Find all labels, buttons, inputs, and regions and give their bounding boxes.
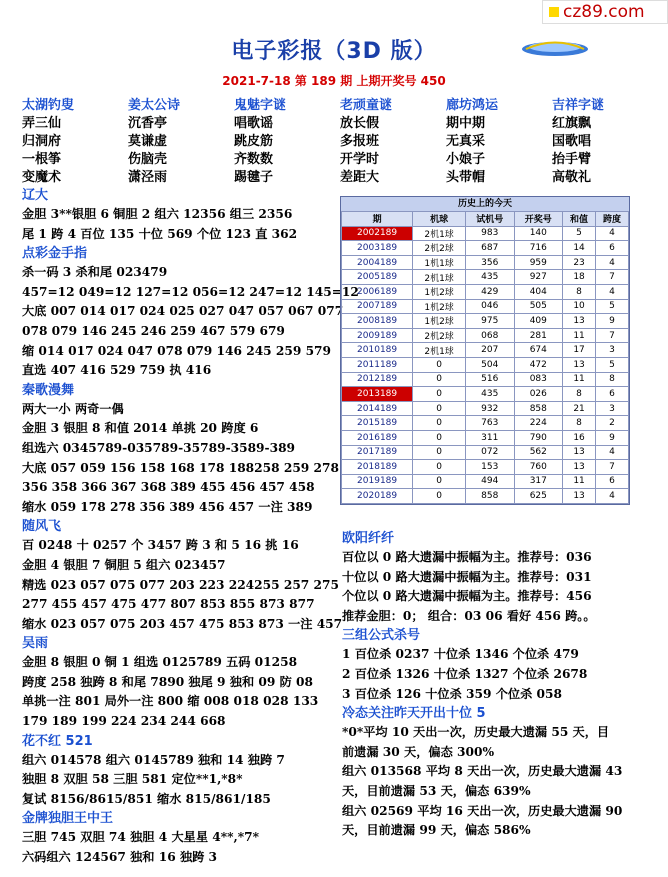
history-cell: 207 [465, 343, 514, 358]
history-cell: 0 [413, 445, 466, 460]
hint-cell: 无真采 [446, 134, 486, 149]
section-line: 十位以 0 路大遗漏中振幅为主。推荐号：031 [342, 569, 592, 584]
section-line: 277 455 457 475 477 807 853 855 873 877 [22, 597, 315, 612]
history-row [342, 241, 629, 256]
history-cell: 11 [563, 372, 596, 387]
history-row [342, 416, 629, 431]
page-title: 电子彩报（3D 版） [231, 39, 437, 64]
section-line: 天，目前遗漏 53 天，偏态 639% [342, 783, 531, 798]
section-line: 百 0248 十 0257 个 3457 跨 3 和 5 16 挑 16 [22, 538, 299, 553]
history-cell: 7 [596, 328, 629, 343]
history-table [340, 196, 630, 505]
history-cell: 13 [563, 460, 596, 475]
history-cell: 23 [563, 255, 596, 270]
history-cell: 8 [563, 284, 596, 299]
history-cell: 9 [596, 430, 629, 445]
section-line: 组选六 0345789-035789-35789-3589-389 [22, 440, 296, 455]
history-cell: 8 [563, 416, 596, 431]
history-cell: 11 [563, 474, 596, 489]
hint-cell: 抬手臂 [552, 152, 592, 167]
section-line: 金胆 3 银胆 8 和值 2014 单挑 20 跨度 6 [22, 421, 259, 436]
history-cell: 7 [596, 270, 629, 285]
history-cell: 858 [465, 489, 514, 504]
history-cell: 2机2球 [413, 241, 466, 256]
author-name: 太湖钓叟 [22, 98, 75, 113]
history-cell: 16 [563, 430, 596, 445]
history-cell: 18 [563, 270, 596, 285]
history-cell: 8 [596, 372, 629, 387]
history-cell: 2013189 [342, 387, 413, 402]
history-row [342, 430, 629, 445]
history-cell: 6 [596, 387, 629, 402]
history-cell: 10 [563, 299, 596, 314]
history-row [342, 445, 629, 460]
history-cell: 068 [465, 328, 514, 343]
section-line: 缩水 023 057 075 203 457 475 853 873 一注 457 [22, 616, 343, 631]
history-cell: 0 [413, 401, 466, 416]
hint-cell: 多报班 [340, 134, 380, 149]
section-heading: 秦歌漫舞 [22, 382, 75, 398]
history-cell: 504 [465, 357, 514, 372]
section-line: 金胆 8 银胆 0 铜 1 组选 0125789 五码 01258 [22, 655, 298, 670]
history-cell: 8 [563, 387, 596, 402]
history-cell: 0 [413, 416, 466, 431]
history-cell: 760 [514, 460, 563, 475]
history-cell: 9 [596, 314, 629, 329]
history-cell: 153 [465, 460, 514, 475]
history-row [342, 460, 629, 475]
logo-square-icon [549, 7, 559, 17]
right-column [342, 529, 662, 841]
history-cell: 429 [465, 284, 514, 299]
section-heading: 花不红 521 [22, 733, 93, 749]
section-heading: 点彩金手指 [22, 246, 88, 262]
history-cell: 2009189 [342, 328, 413, 343]
history-cell: 472 [514, 357, 563, 372]
author-name: 吉祥字谜 [552, 98, 605, 113]
section-line: 大底 007 014 017 024 025 027 047 057 067 077 [22, 304, 344, 319]
history-row [342, 314, 629, 329]
history-cell: 2005189 [342, 270, 413, 285]
history-cell: 311 [465, 430, 514, 445]
hint-cell: 归洞府 [22, 134, 62, 149]
history-cell: 2016189 [342, 430, 413, 445]
history-header-cell: 期 [342, 212, 413, 227]
history-cell: 2011189 [342, 357, 413, 372]
history-cell: 4 [596, 445, 629, 460]
section-line: 推荐金胆：0； 组合：03 06 看好 456 跨。。 [342, 608, 596, 623]
history-cell: 0 [413, 430, 466, 445]
history-header-cell: 试机号 [465, 212, 514, 227]
history-row [342, 270, 629, 285]
hint-row [22, 112, 662, 130]
history-cell: 2020189 [342, 489, 413, 504]
hint-cell: 一根筝 [22, 152, 62, 167]
section-line: 179 189 199 224 234 244 668 [22, 714, 226, 729]
history-header-cell: 开奖号 [514, 212, 563, 227]
section-heading: 冷态关注昨天开出十位 5 [342, 706, 486, 722]
section-line: 跨度 258 独跨 8 和尾 7890 独尾 9 独和 09 防 08 [22, 674, 313, 689]
section-line: 457=12 049=12 127=12 056=12 247=12 145=12 [22, 284, 359, 299]
history-cell: 2010189 [342, 343, 413, 358]
history-cell: 0 [413, 489, 466, 504]
hint-cell: 潇泾雨 [128, 170, 168, 185]
history-cell: 6 [596, 474, 629, 489]
history-cell: 562 [514, 445, 563, 460]
section-line: 单挑一注 801 局外一注 800 缩 008 018 028 133 [22, 694, 319, 709]
history-cell: 14 [563, 241, 596, 256]
hint-cell: 差距大 [340, 170, 380, 185]
author-name: 鬼魅字谜 [234, 98, 287, 113]
history-cell: 2机1球 [413, 270, 466, 285]
hint-cell: 齐数数 [234, 152, 274, 167]
history-header-cell: 跨度 [596, 212, 629, 227]
history-cell: 404 [514, 284, 563, 299]
history-cell: 1机2球 [413, 284, 466, 299]
history-cell: 2机2球 [413, 328, 466, 343]
history-cell: 409 [514, 314, 563, 329]
hint-cell: 踢毽子 [234, 170, 274, 185]
history-row [342, 387, 629, 402]
history-cell: 140 [514, 226, 563, 241]
section-line: 金胆 4 银胆 7 铜胆 5 组六 023457 [22, 557, 226, 572]
history-cell: 13 [563, 445, 596, 460]
history-cell: 674 [514, 343, 563, 358]
history-row [342, 328, 629, 343]
section-line: 复试 8156/8615/851 缩水 815/861/185 [22, 791, 271, 806]
history-cell: 6 [596, 241, 629, 256]
history-cell: 3 [596, 343, 629, 358]
history-cell: 281 [514, 328, 563, 343]
history-cell: 13 [563, 489, 596, 504]
history-row [342, 284, 629, 299]
watermark-text: cz89.com [563, 2, 645, 22]
history-cell: 4 [596, 226, 629, 241]
section-line: 组六 02569 平均 16 天出一次，历史最大遗漏 90 [342, 803, 623, 818]
history-cell: 687 [465, 241, 514, 256]
history-cell: 21 [563, 401, 596, 416]
hint-cell: 期中期 [446, 116, 486, 131]
history-cell: 858 [514, 401, 563, 416]
history-cell: 4 [596, 284, 629, 299]
history-row [342, 401, 629, 416]
history-row [342, 299, 629, 314]
history-cell: 0 [413, 387, 466, 402]
history-caption: 历史上的今天 [341, 197, 629, 211]
history-row [342, 474, 629, 489]
history-cell: 505 [514, 299, 563, 314]
hint-cell: 莫谦虚 [128, 134, 168, 149]
history-cell: 2机1球 [413, 343, 466, 358]
section-line: 天，目前遗漏 99 天，偏态 586% [342, 823, 531, 838]
history-cell: 932 [465, 401, 514, 416]
section-line: 杀一码 3 杀和尾 023479 [22, 265, 168, 280]
author-name: 姜太公诗 [128, 98, 181, 113]
history-row [342, 357, 629, 372]
section-line: 356 358 366 367 368 389 455 456 457 458 [22, 480, 315, 495]
history-cell: 072 [465, 445, 514, 460]
history-cell: 516 [465, 372, 514, 387]
history-cell: 3 [596, 401, 629, 416]
author-name: 廊坊鸿运 [446, 98, 499, 113]
history-cell: 356 [465, 255, 514, 270]
section-heading: 欧阳纤纤 [342, 531, 395, 546]
section-line: 缩水 059 178 278 356 389 456 457 一注 389 [22, 499, 313, 514]
history-row [342, 372, 629, 387]
history-cell: 5 [563, 226, 596, 241]
hint-row [22, 130, 662, 148]
author-name: 老顽童谜 [340, 98, 393, 113]
section-line: 独胆 8 双胆 58 三胆 581 定位**1,*8* [22, 772, 243, 787]
hint-cell: 弄三仙 [22, 116, 62, 131]
left-column [22, 186, 359, 868]
history-cell: 224 [514, 416, 563, 431]
section-line: 大底 057 059 156 158 168 178 188258 259 278 [22, 460, 339, 475]
history-cell: 083 [514, 372, 563, 387]
section-line: 2 百位杀 1326 十位杀 1327 个位杀 2678 [342, 666, 588, 681]
hint-cell: 高敬礼 [552, 170, 592, 185]
section-line: 精选 023 057 075 077 203 223 224255 257 275 [22, 577, 339, 592]
history-cell: 4 [596, 489, 629, 504]
section-line: 直选 407 416 529 759 执 416 [22, 363, 212, 378]
history-cell: 2017189 [342, 445, 413, 460]
section-line: 缩 014 017 024 047 078 079 146 245 259 579 [22, 343, 332, 358]
history-row [342, 343, 629, 358]
hint-cell: 唱歌谣 [234, 116, 274, 131]
section-heading: 辽大 [22, 188, 49, 203]
history-cell: 1机1球 [413, 255, 466, 270]
history-cell: 2004189 [342, 255, 413, 270]
section-line: 百位以 0 路大遗漏中振幅为主。推荐号：036 [342, 550, 592, 564]
author-row [22, 94, 662, 112]
history-cell: 5 [596, 357, 629, 372]
hint-row [22, 148, 662, 166]
section-heading: 吴雨 [22, 636, 49, 652]
history-cell: 2014189 [342, 401, 413, 416]
section-line: 078 079 146 245 246 259 467 579 679 [22, 323, 285, 338]
history-cell: 0 [413, 372, 466, 387]
history-cell: 026 [514, 387, 563, 402]
history-header-cell: 机球 [413, 212, 466, 227]
history-cell: 13 [563, 357, 596, 372]
section-line: 尾 1 跨 4 百位 135 十位 569 个位 123 直 362 [22, 226, 298, 241]
history-cell: 13 [563, 314, 596, 329]
section-line: 1 百位杀 0237 十位杀 1346 个位杀 479 [342, 647, 579, 662]
hint-row [22, 166, 662, 184]
history-cell: 0 [413, 357, 466, 372]
history-cell: 2机1球 [413, 226, 466, 241]
hint-cell: 放长假 [340, 116, 380, 131]
hint-cell: 国歌唱 [552, 134, 592, 149]
history-cell: 975 [465, 314, 514, 329]
history-cell: 625 [514, 489, 563, 504]
history-cell: 317 [514, 474, 563, 489]
history-cell: 494 [465, 474, 514, 489]
history-cell: 2006189 [342, 284, 413, 299]
history-cell: 1机2球 [413, 314, 466, 329]
hint-cell: 变魔术 [22, 170, 62, 185]
history-cell: 2 [596, 416, 629, 431]
hint-cell: 小娘子 [446, 152, 486, 167]
hint-cell: 头带帽 [446, 170, 486, 185]
history-cell: 0 [413, 460, 466, 475]
section-line: 3 百位杀 126 十位杀 359 个位杀 058 [342, 686, 562, 701]
section-heading: 三组公式杀号 [342, 628, 421, 644]
section-heading: 随风飞 [22, 519, 62, 535]
hint-cell: 开学时 [340, 152, 380, 167]
history-cell: 2003189 [342, 241, 413, 256]
section-line: 组六 014578 组六 0145789 独和 14 独跨 7 [22, 752, 285, 767]
history-cell: 2007189 [342, 299, 413, 314]
history-cell: 1机2球 [413, 299, 466, 314]
hint-cell: 跳皮筋 [234, 134, 274, 149]
history-row [342, 226, 629, 241]
history-cell: 2018189 [342, 460, 413, 475]
history-cell: 435 [465, 270, 514, 285]
section-line: *0*平均 10 天出一次，历史最大遗漏 55 天，目 [342, 725, 610, 740]
section-line: 金胆 3**银胆 6 铜胆 2 组六 12356 组三 2356 [22, 207, 293, 221]
history-cell: 17 [563, 343, 596, 358]
history-cell: 11 [563, 328, 596, 343]
history-cell: 2008189 [342, 314, 413, 329]
author-hint-grid [22, 94, 662, 184]
history-cell: 790 [514, 430, 563, 445]
history-header-cell: 和值 [563, 212, 596, 227]
section-line: 前遗漏 30 天，偏态 300% [342, 744, 495, 759]
section-line: 三胆 745 双胆 74 独胆 4 大星星 4**,*7* [22, 830, 259, 845]
history-cell: 927 [514, 270, 563, 285]
history-cell: 435 [465, 387, 514, 402]
section-heading: 金牌独胆王中王 [22, 811, 114, 827]
history-cell: 2002189 [342, 226, 413, 241]
history-cell: 2015189 [342, 416, 413, 431]
history-cell: 716 [514, 241, 563, 256]
section-line: 两大一小 两奇一偶 [22, 401, 124, 416]
section-line: 组六 013568 平均 8 天出一次，历史最大遗漏 43 [342, 764, 623, 779]
issue-line: 2021-7-18 第 189 期 上期开奖号 450 [222, 74, 446, 88]
history-cell: 983 [465, 226, 514, 241]
history-cell: 7 [596, 460, 629, 475]
hint-cell: 沉香亭 [128, 116, 168, 131]
history-cell: 046 [465, 299, 514, 314]
section-line: 个位以 0 路大遗漏中振幅为主。推荐号：456 [342, 589, 592, 604]
history-cell: 959 [514, 255, 563, 270]
hint-cell: 红旗飘 [552, 116, 592, 131]
history-row [342, 255, 629, 270]
history-cell: 2019189 [342, 474, 413, 489]
history-cell: 2012189 [342, 372, 413, 387]
hint-cell: 伤脑壳 [128, 152, 168, 167]
lottery-logo-icon [520, 36, 590, 58]
history-row [342, 489, 629, 504]
history-cell: 0 [413, 474, 466, 489]
history-cell: 5 [596, 299, 629, 314]
watermark [542, 0, 668, 24]
history-cell: 4 [596, 255, 629, 270]
section-line: 六码组六 124567 独和 16 独跨 3 [22, 850, 218, 865]
history-cell: 763 [465, 416, 514, 431]
